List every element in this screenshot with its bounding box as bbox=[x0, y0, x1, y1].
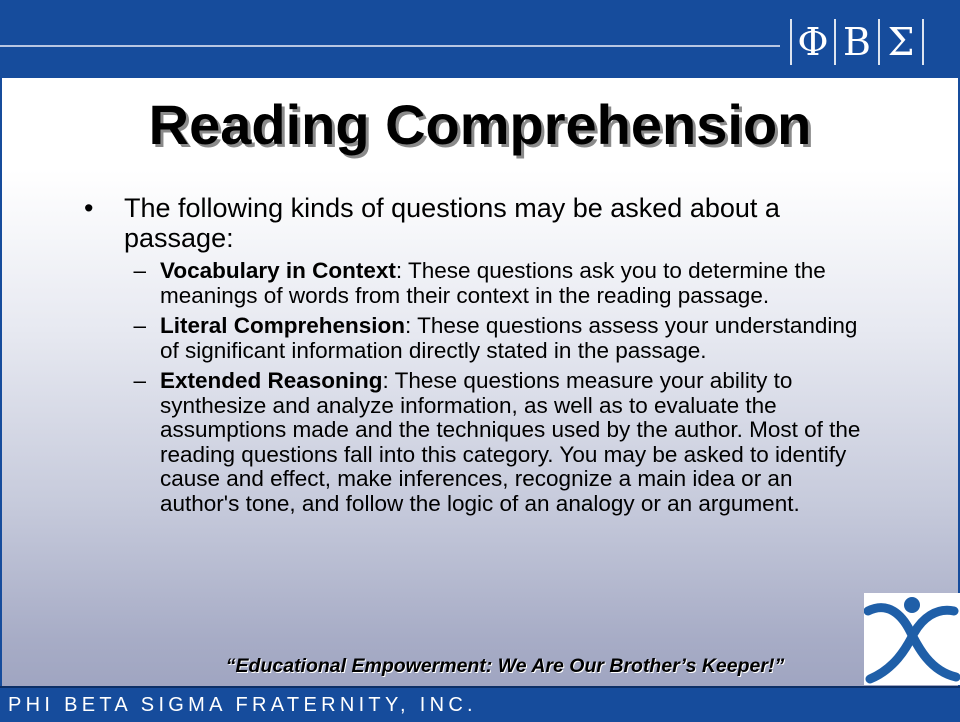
sub-item-term: Literal Comprehension bbox=[160, 313, 406, 338]
greek-letter-phi: Φ bbox=[797, 20, 829, 64]
sub-item-marker: – bbox=[133, 258, 146, 283]
divider bbox=[790, 19, 792, 65]
sub-item-text bbox=[160, 369, 878, 516]
footer-text: PHI BETA SIGMA FRATERNITY, INC. bbox=[8, 694, 477, 716]
footer-band bbox=[0, 686, 960, 722]
left-border bbox=[0, 78, 2, 688]
divider bbox=[922, 19, 924, 65]
header-band bbox=[0, 0, 960, 78]
sub-item-term: Extended Reasoning bbox=[160, 368, 383, 393]
header-rule bbox=[0, 45, 780, 47]
sub-item-text bbox=[160, 259, 878, 308]
slide-body bbox=[78, 193, 878, 516]
bullet-item bbox=[78, 193, 878, 253]
sub-item-description: : These questions assess your understanding of significant information directly stated in the passage. bbox=[160, 313, 858, 363]
sub-item-text bbox=[160, 314, 878, 363]
greek-letter-beta: Β bbox=[843, 20, 871, 64]
greek-letters bbox=[790, 16, 924, 68]
sub-item-description: : These questions ask you to determine the meanings of words from their context in the reading passage. bbox=[160, 258, 826, 308]
bullet-text: The following kinds of questions may be asked about a passage: bbox=[124, 193, 780, 253]
greek-letter-sigma: Σ bbox=[887, 20, 915, 64]
sub-item-term: Vocabulary in Context bbox=[160, 258, 396, 283]
sub-item-extended bbox=[78, 369, 878, 516]
sub-item-description: : These questions measure your ability to synthesize and analyze information, as well as to evaluate the assumptions made and the techniques used by the author. Most of the reading questions fall into this category. You may be asked to identify cause and effect, make inferences, recognize a main idea or an author's tone, and follow the logic of an analogy or an argument. bbox=[160, 368, 861, 516]
tagline: “Educational Empowerment: We Are Our Brother’s Keeper!” bbox=[225, 655, 785, 677]
divider bbox=[878, 19, 880, 65]
divider bbox=[834, 19, 836, 65]
sub-item-vocabulary bbox=[78, 259, 878, 308]
sub-item-literal bbox=[78, 314, 878, 363]
bullet-marker: • bbox=[84, 193, 94, 223]
sub-item-marker: – bbox=[133, 368, 146, 393]
sub-item-marker: – bbox=[133, 313, 146, 338]
slide-title: Reading Comprehension bbox=[148, 93, 812, 156]
